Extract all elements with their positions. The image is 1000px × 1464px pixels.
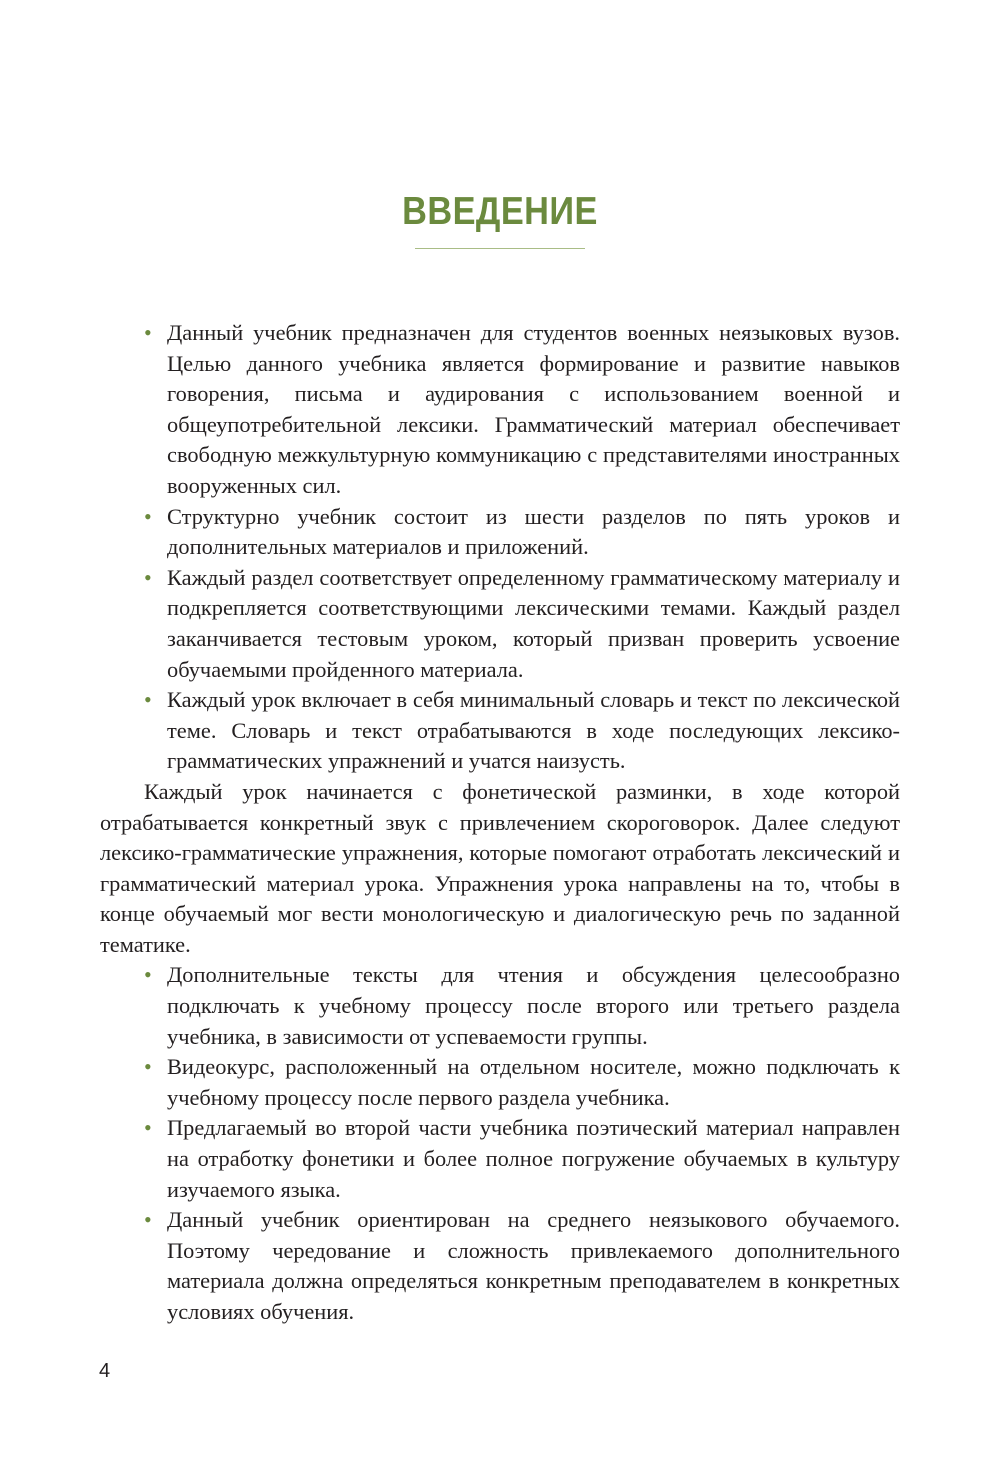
list-item-text: Каждый урок включает в себя минимальный словарь и текст по лексической теме. Словарь и текст отрабатываются в ходе последующих лексико-грамматических упражнений и учатся наизусть. bbox=[167, 687, 900, 774]
list-item-text: Видеокурс, расположенный на отдельном носителе, можно подключать к учебному процессу после первого раздела учебника. bbox=[167, 1054, 900, 1110]
bullet-icon: • bbox=[144, 1115, 152, 1141]
list-item bbox=[100, 1113, 900, 1205]
page-number: 4 bbox=[99, 1360, 111, 1382]
bullet-icon: • bbox=[144, 687, 152, 713]
bullet-icon: • bbox=[144, 564, 152, 590]
body-text bbox=[100, 318, 900, 1328]
bullet-list-top bbox=[100, 318, 900, 777]
list-item bbox=[100, 960, 900, 1052]
list-item-text: Каждый раздел соответствует определенному грамматическому материалу и подкрепляется соответствующими лексическими темами. Каждый раздел заканчивается тестовым уроком, который призван проверить усвоение обучаемыми пройденного материала. bbox=[167, 564, 900, 682]
list-item bbox=[100, 685, 900, 777]
list-item bbox=[100, 563, 900, 685]
list-item-text: Структурно учебник состоит из шести разделов по пять уроков и дополнительных материалов и приложений. bbox=[167, 503, 900, 560]
bullet-icon: • bbox=[144, 503, 152, 529]
list-item-text: Дополнительные тексты для чтения и обсуждения целесообразно подключать к учебному процессу после второго или третьего раздела учебника, в зависимости от успеваемости группы. bbox=[167, 962, 900, 1049]
list-item bbox=[100, 1052, 900, 1113]
bullet-icon: • bbox=[144, 1054, 152, 1080]
list-item-text: Предлагаемый во второй части учебника поэтический материал направлен на отработку фонетики и более полное погружение обучаемых в культуру изучаемого языка. bbox=[167, 1115, 900, 1202]
title-underline bbox=[415, 248, 585, 249]
list-item-text: Данный учебник предназначен для студентов военных неязыковых вузов. Целью данного учебника является формирование и развитие навыков говорения, письма и аудирования с использованием военной и общеупотребительной лексики. Грамматический материал обеспечивает свободную межкультурную коммуникацию с представителями иностранных вооруженных сил. bbox=[167, 320, 900, 498]
body-paragraph: Каждый урок начинается с фонетической разминки, в ходе которой отрабатывается конкретный звук с привлечением скороговорок. Далее следуют лексико-грамматические упражнения, которые помогают отработать лексический и грамматический материал урока. Упражнения урока направлены на то, чтобы в конце обучаемый мог вести монологическую и диалогическую речь по заданной тематике. bbox=[100, 778, 900, 957]
page-title: ВВЕДЕНИЕ bbox=[402, 190, 598, 233]
bullet-icon: • bbox=[144, 320, 152, 345]
bullet-icon: • bbox=[144, 962, 152, 988]
bullet-list-bottom bbox=[100, 960, 900, 1327]
list-item bbox=[100, 1205, 900, 1327]
list-item bbox=[100, 502, 900, 563]
bullet-icon: • bbox=[144, 1207, 152, 1233]
list-item bbox=[100, 318, 900, 502]
list-item-text: Данный учебник ориентирован на среднего неязыкового обучаемого. Поэтому чередование и сложность привлекаемого дополнительного материала должна определяться конкретным преподавателем в конкретных условиях обучения. bbox=[167, 1207, 900, 1324]
